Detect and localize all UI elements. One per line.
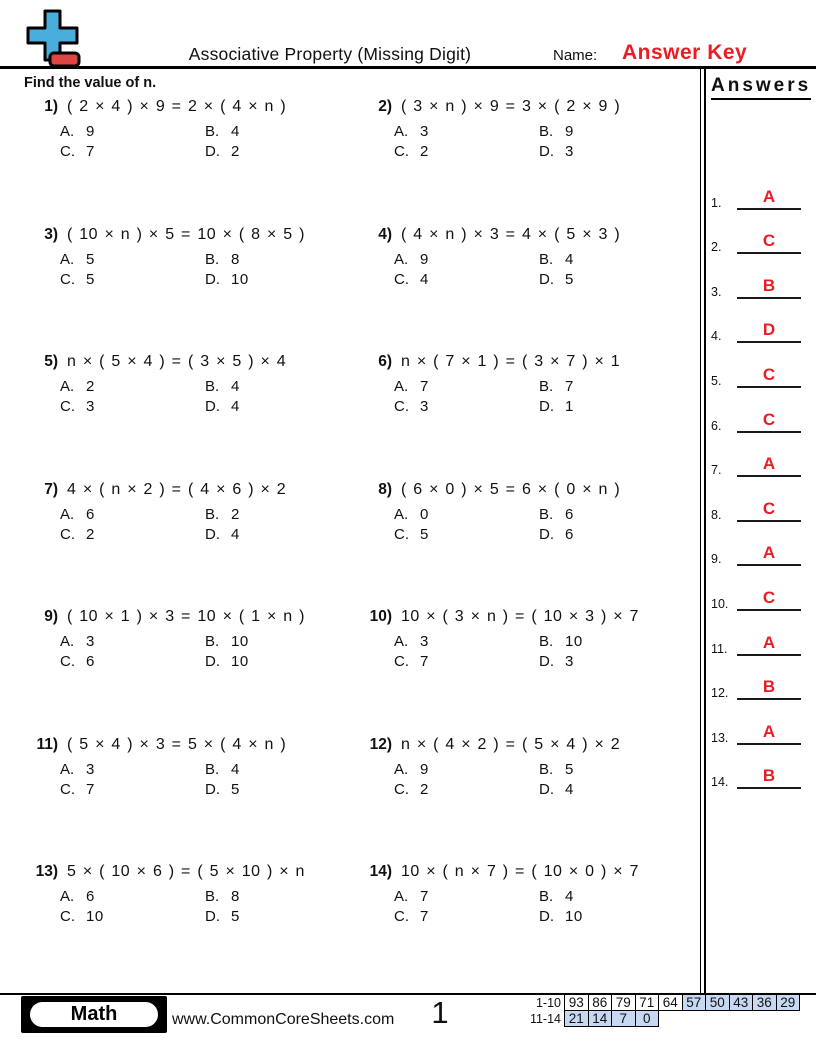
answer-blank	[737, 321, 801, 343]
score-cell: 7	[611, 1010, 636, 1027]
answer-item	[701, 745, 816, 790]
problem-equation: 10 × ( n × 7 ) = ( 10 × 0 ) × 7	[401, 863, 639, 880]
answer-number: 2.	[711, 240, 722, 255]
answer-item	[701, 566, 816, 611]
option-D: D. 4	[205, 398, 240, 415]
score-cell: 79	[611, 994, 636, 1011]
option-A: A. 6	[60, 505, 95, 523]
option-A: A. 9	[394, 250, 429, 268]
answer-number: 1.	[711, 195, 722, 210]
answers-list	[701, 165, 816, 789]
option-D: D. 3	[539, 143, 574, 160]
score-cell: 93	[564, 994, 589, 1011]
header-divider	[0, 66, 816, 69]
problem-number: 2)	[378, 98, 392, 115]
problem-number: 4)	[378, 225, 392, 243]
option-A: A. 3	[394, 123, 429, 140]
minus-icon	[50, 53, 79, 66]
problem-block	[358, 863, 692, 991]
page-title: Associative Property (Missing Digit)	[188, 44, 472, 64]
answer-number: 10.	[711, 596, 729, 611]
answer-item	[701, 611, 816, 656]
problem-block	[24, 481, 358, 609]
website-url: www.CommonCoreSheets.com	[172, 1011, 395, 1028]
answer-number: 3.	[711, 284, 722, 299]
answer-number: 14.	[711, 775, 729, 790]
problem-options	[60, 761, 358, 798]
problem-number: 10)	[369, 608, 392, 625]
answer-item	[701, 299, 816, 344]
problem-equation: 4 × ( n × 2 ) = ( 4 × 6 ) × 2	[67, 480, 287, 498]
problem-equation: n × ( 5 × 4 ) = ( 3 × 5 ) × 4	[67, 353, 287, 370]
problem-number: 6)	[378, 353, 392, 370]
answer-blank	[737, 767, 801, 789]
answer-letter: C	[762, 231, 776, 251]
answer-letter: B	[762, 766, 776, 786]
problem-equation: ( 6 × 0 ) × 5 = 6 × ( 0 × n )	[401, 480, 621, 498]
problem-block	[358, 226, 692, 354]
score-cell: 71	[635, 994, 660, 1011]
answer-blank	[737, 634, 801, 656]
score-table	[503, 994, 800, 1027]
answer-item	[701, 210, 816, 255]
answer-number: 5.	[711, 373, 722, 388]
problem-number: 3)	[44, 225, 58, 243]
option-B: B. 8	[205, 888, 240, 905]
option-B: B. 8	[205, 250, 240, 268]
option-C: C. 2	[394, 143, 429, 160]
problem-options	[60, 123, 358, 160]
problem-options	[60, 378, 358, 415]
answer-number: 11.	[711, 641, 728, 656]
answer-number: 13.	[711, 730, 729, 745]
answer-number: 9.	[711, 552, 722, 567]
answer-number: 7.	[711, 463, 722, 478]
problem-options	[60, 251, 358, 288]
problem-equation: ( 5 × 4 ) × 3 = 5 × ( 4 × n )	[67, 735, 287, 753]
option-C: C. 5	[60, 270, 95, 288]
option-C: C. 7	[394, 653, 429, 670]
option-B: B. 9	[539, 123, 574, 140]
problem-block	[358, 98, 692, 226]
problem-options	[394, 506, 692, 543]
answer-blank	[737, 232, 801, 254]
option-A: A. 3	[60, 633, 95, 650]
problem-block	[358, 608, 692, 736]
option-C: C. 2	[394, 780, 429, 798]
problem-options	[394, 888, 692, 925]
option-B: B. 4	[539, 888, 574, 905]
option-A: A. 7	[394, 888, 429, 905]
option-C: C. 5	[394, 525, 429, 543]
subject-badge	[21, 996, 167, 1033]
answer-letter: B	[762, 677, 776, 697]
option-C: C. 7	[60, 143, 95, 160]
option-B: B. 5	[539, 760, 574, 778]
answer-blank	[737, 678, 801, 700]
answers-panel	[700, 69, 816, 994]
answer-blank	[737, 589, 801, 611]
option-A: A. 3	[394, 633, 429, 650]
option-D: D. 3	[539, 653, 574, 670]
answer-number: 12.	[711, 686, 729, 701]
problem-block	[24, 608, 358, 736]
option-B: B. 4	[205, 123, 240, 140]
score-row-label: 11-14	[529, 1011, 561, 1026]
answer-letter: C	[762, 364, 776, 384]
answer-letter: D	[762, 320, 776, 340]
option-A: A. 9	[394, 760, 429, 778]
problem-equation: ( 10 × 1 ) × 3 = 10 × ( 1 × n )	[67, 608, 305, 625]
problem-equation: n × ( 7 × 1 ) = ( 3 × 7 ) × 1	[401, 353, 621, 370]
score-row	[503, 994, 800, 1011]
answer-item	[701, 388, 816, 433]
problem-block	[24, 98, 358, 226]
answer-item	[701, 477, 816, 522]
answer-number: 6.	[711, 418, 722, 433]
option-B: B. 10	[539, 633, 583, 650]
name-label: Name:	[553, 47, 598, 64]
answer-item	[701, 433, 816, 478]
problem-number: 13)	[35, 863, 58, 880]
answer-blank	[737, 366, 801, 388]
answer-item	[701, 522, 816, 567]
option-B: B. 7	[539, 378, 574, 395]
option-A: A. 2	[60, 378, 95, 395]
problem-equation: n × ( 4 × 2 ) = ( 5 × 4 ) × 2	[401, 735, 621, 753]
problem-block	[24, 226, 358, 354]
problem-number: 5)	[44, 353, 58, 370]
problem-equation: ( 4 × n ) × 3 = 4 × ( 5 × 3 )	[401, 225, 621, 243]
option-D: D. 5	[539, 270, 574, 288]
problem-block	[24, 353, 358, 481]
answer-letter: C	[762, 409, 776, 429]
option-D: D. 4	[205, 525, 240, 543]
problem-options	[60, 888, 358, 925]
problem-options	[60, 633, 358, 670]
score-cell: 50	[705, 994, 730, 1011]
option-D: D. 2	[205, 143, 240, 160]
score-row	[503, 1010, 800, 1027]
option-B: B. 4	[539, 250, 574, 268]
option-A: A. 6	[60, 888, 95, 905]
answer-letter: C	[762, 587, 776, 607]
score-cell: 29	[776, 994, 801, 1011]
option-C: C. 3	[60, 398, 95, 415]
option-D: D. 10	[205, 653, 249, 670]
answer-blank	[737, 455, 801, 477]
answer-letter: A	[762, 454, 776, 474]
commoncoresheets-logo-icon	[24, 8, 82, 70]
problem-block	[24, 863, 358, 991]
option-B: B. 4	[205, 378, 240, 395]
score-row-label: 1-10	[535, 995, 561, 1010]
answer-blank	[737, 500, 801, 522]
problem-number: 12)	[369, 735, 392, 753]
option-B: B. 2	[205, 505, 240, 523]
subject-badge-label: Math	[28, 1000, 160, 1029]
problem-equation: ( 10 × n ) × 5 = 10 × ( 8 × 5 )	[67, 225, 305, 243]
problem-number: 14)	[369, 863, 392, 880]
option-D: D. 10	[539, 908, 583, 925]
answer-letter: A	[762, 543, 776, 563]
answer-blank	[737, 188, 801, 210]
answer-item	[701, 343, 816, 388]
problem-block	[24, 736, 358, 864]
problem-options	[394, 251, 692, 288]
answer-blank	[737, 723, 801, 745]
score-cell: 21	[564, 1010, 589, 1027]
option-A: A. 3	[60, 760, 95, 778]
problem-options	[394, 761, 692, 798]
problem-block	[358, 353, 692, 481]
option-D: D. 10	[205, 270, 249, 288]
answer-item	[701, 254, 816, 299]
option-B: B. 6	[539, 505, 574, 523]
answer-letter: B	[762, 275, 776, 295]
option-C: C. 7	[60, 780, 95, 798]
problem-equation: 5 × ( 10 × 6 ) = ( 5 × 10 ) × n	[67, 863, 305, 880]
answer-letter: A	[762, 632, 776, 652]
option-C: C. 10	[60, 908, 104, 925]
option-C: C. 2	[60, 525, 95, 543]
problem-options	[60, 506, 358, 543]
option-B: B. 4	[205, 760, 240, 778]
answer-item	[701, 165, 816, 210]
problem-equation: ( 3 × n ) × 9 = 3 × ( 2 × 9 )	[401, 98, 621, 115]
answer-letter: A	[762, 186, 776, 206]
problem-options	[394, 378, 692, 415]
option-C: C. 6	[60, 653, 95, 670]
option-C: C. 7	[394, 908, 429, 925]
page-number: 1	[431, 995, 449, 1030]
problem-number: 1)	[44, 98, 58, 115]
problem-block	[358, 736, 692, 864]
answer-letter: A	[762, 721, 776, 741]
option-D: D. 6	[539, 525, 574, 543]
score-cell: 64	[658, 994, 683, 1011]
score-cell: 86	[588, 994, 613, 1011]
score-cell: 43	[729, 994, 754, 1011]
answer-number: 8.	[711, 507, 722, 522]
option-D: D. 5	[205, 908, 240, 925]
option-D: D. 1	[539, 398, 574, 415]
problem-number: 9)	[44, 608, 58, 625]
option-D: D. 4	[539, 780, 574, 798]
option-A: A. 7	[394, 378, 429, 395]
option-A: A. 5	[60, 250, 95, 268]
option-B: B. 10	[205, 633, 249, 650]
answer-key-label: Answer Key	[622, 41, 748, 64]
option-A: A. 0	[394, 505, 429, 523]
answer-number: 4.	[711, 329, 722, 344]
answer-item	[701, 700, 816, 745]
score-cell: 36	[752, 994, 777, 1011]
answer-letter: C	[762, 498, 776, 518]
problems-grid	[24, 98, 692, 991]
instruction-text: Find the value of n.	[24, 75, 157, 91]
answer-blank	[737, 411, 801, 433]
option-C: C. 4	[394, 270, 429, 288]
option-C: C. 3	[394, 398, 429, 415]
answer-blank	[737, 277, 801, 299]
problem-equation: ( 2 × 4 ) × 9 = 2 × ( 4 × n )	[67, 98, 287, 115]
score-cell: 14	[588, 1010, 613, 1027]
problem-number: 8)	[378, 480, 392, 498]
problem-options	[394, 123, 692, 160]
problem-options	[394, 633, 692, 670]
answer-blank	[737, 544, 801, 566]
score-cell: 57	[682, 994, 707, 1011]
problem-number: 11)	[36, 735, 58, 753]
problem-equation: 10 × ( 3 × n ) = ( 10 × 3 ) × 7	[401, 608, 639, 625]
answers-panel-title: Answers	[711, 75, 811, 100]
option-A: A. 9	[60, 123, 95, 140]
score-cell: 0	[635, 1010, 660, 1027]
option-D: D. 5	[205, 780, 240, 798]
problem-block	[358, 481, 692, 609]
problem-number: 7)	[44, 480, 58, 498]
answer-item	[701, 656, 816, 701]
